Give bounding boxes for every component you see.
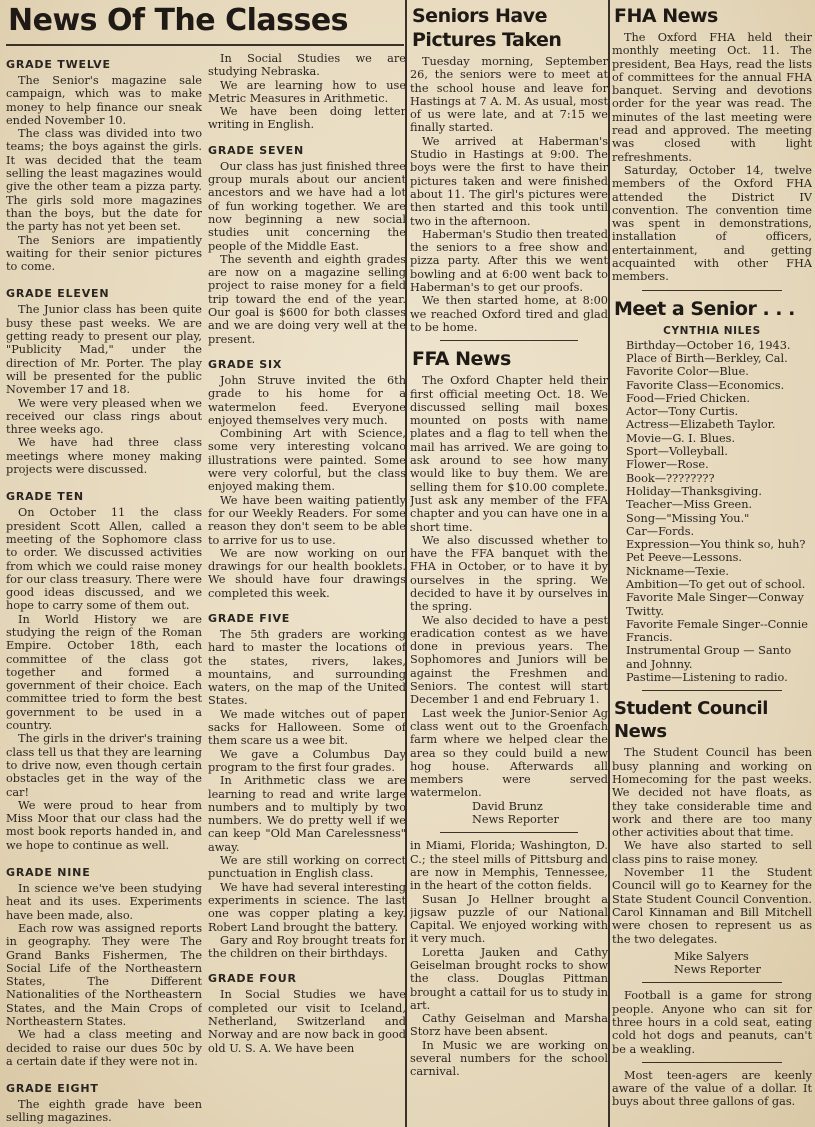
paragraph: We also discussed whether to have the FFA banquet with the FHA in October, or to have it by ourselves in the spring. We decided to have it by ourselves in the spring. (410, 533, 608, 614)
paragraph: Last week the Junior-Senior Ag class went out to the Groenfach farm where we helped clear the area so they could build a new hog house. Afterwards all members were served watermelon. (410, 706, 608, 800)
paragraph: In Social Studies we have completed our visit to Iceland, Netherland, Switzerland and Norway and are now back in good old U. S. A. We have been (208, 988, 406, 1055)
paragraph: in Miami, Florida; Washington, D. C.; the steel mills of Pittsburg and are now in Memphis, Tennessee, in the heart of the cotton fields. (410, 839, 608, 893)
grade-eleven-heading: GRADE ELEVEN (6, 287, 110, 301)
profile-line: Instrumental Group — Santo and Johnny. (626, 644, 792, 671)
paragraph: We then started home, at 8:00 we reached Oxford tired and glad to be home. (410, 294, 608, 334)
paragraph: Susan Jo Hellner brought a jigsaw puzzle of our National Capital. We enjoyed working with it very much. (410, 892, 608, 946)
grade-five-heading: GRADE FIVE (208, 611, 291, 625)
fha-news-article (612, 4, 812, 284)
filler-paragraph: Football is a game for strong people. Anyone who can sit for three hours in a cold seat, eating cold hot dogs and peanuts, can't be a weakling. (612, 989, 812, 1056)
paragraph: In Arithmetic class we are learning to read and write large numbers and to multiply by two numbers. We do pretty well if we can keep "Old Man Carelessness" away. (208, 774, 406, 854)
grade-ten-heading: GRADE TEN (6, 490, 84, 504)
paragraph: In Social Studies we are studying Nebraska. (208, 52, 406, 79)
senior-name: CYNTHIA NILES (663, 324, 761, 337)
grade-seven-heading: GRADE SEVEN (208, 143, 304, 157)
divider (642, 982, 782, 983)
grade-six-heading: GRADE SIX (208, 357, 283, 371)
paragraph: In Music we are working on several numbers for the school carnival. (410, 1038, 608, 1079)
seniors-pictures-article (410, 4, 608, 334)
grade-seven-article (208, 144, 406, 346)
profile-line: Actress—Elizabeth Taylor. (626, 418, 776, 432)
paragraph: We arrived at Haberman's Studio in Hastings at 9:00. The boys were the first to have their pictures taken and were finished about 11. The girl's pictures were then started and this took until two in the afternoon. (410, 134, 608, 228)
paragraph: We were very pleased when we received our class rings about three weeks ago. (6, 396, 202, 437)
reporter-title: News Reporter (472, 813, 559, 827)
paragraph: The Student Council has been busy planning and working on Homecoming for the past weeks. We decided not have floats, as they take considerable time and work and there are too many other activities about that time. (612, 746, 812, 840)
page-banner: News Of The Classes (8, 3, 349, 38)
ffa-news-headline: FFA News (412, 348, 511, 371)
paragraph: Each row was assigned reports in geography. They were The Grand Banks Fishermen, The Social Life of the Northeastern States, The Different Nationalities of the Northeastern States, and the Main Crops of Northeastern States. (6, 921, 202, 1028)
profile-line: Book—???????? (626, 471, 715, 485)
senior-profile-list (612, 339, 812, 685)
paragraph: The class was divided into two teams; the boys against the girls. It was decided that the team selling the least magazines would give the other team a pizza party. The girls sold more magazines than the boys, but the date for the party has not yet been set. (6, 127, 202, 234)
column-3 (410, 0, 608, 1127)
grade-eleven-article (6, 287, 202, 476)
profile-line: Car—Fords. (626, 524, 695, 538)
paragraph: We are learning how to use Metric Measures in Arithmetic. (208, 78, 406, 105)
paragraph: We are now working on our drawings for our health booklets. We should have four drawings completed this week. (208, 546, 406, 600)
profile-line: Ambition—To get out of school. (626, 577, 806, 591)
profile-line: Favorite Color—Blue. (626, 365, 749, 379)
profile-line: Favorite Male Singer—Conway Twitty. (626, 591, 804, 618)
meet-a-senior-article (612, 297, 812, 685)
profile-line: Pet Peeve—Lessons. (626, 551, 742, 565)
paragraph: We were proud to hear from Miss Moor that our class had the most book reports handed in, and we hope to continue as well. (6, 798, 202, 852)
ffa-news-article (410, 347, 608, 826)
profile-line: Flower—Rose. (626, 458, 709, 472)
paragraph: In science we've been studying heat and its uses. Experiments have been made, also. (6, 882, 202, 922)
paragraph: We have also started to sell class pins to raise money. (612, 839, 812, 866)
column-rule (608, 0, 610, 1127)
paragraph: Saturday, October 14, twelve members of the Oxford FHA attended the District IV convention. The convention time was spent in demonstrations, installation of officers, entertainment, and getting acquainted with other FHA members. (612, 163, 812, 284)
grade-four-heading: GRADE FOUR (208, 972, 297, 986)
paragraph: We have had several interesting experiments in science. The last one was copper plating a key. Robert Land brought the battery. (208, 880, 406, 934)
paragraph: Tuesday morning, September 26, the seniors were to meet at the school house and leave for Hastings at 7 A. M. As usual, most of us were late, and at 7:15 we finally started. (410, 55, 608, 135)
divider (642, 1062, 782, 1063)
paragraph: The 5th graders are working hard to master the locations of the states, rivers, lakes, mountains, and surrounding waters, on the map of the United States. (208, 627, 406, 708)
paragraph: On October 11 the class president Scott Allen, called a meeting of the Sophomore class to order. We discussed activities from which we could raise money for our class treasury. There were good ideas discussed, and we hope to carry some of them out. (6, 506, 202, 613)
grade-twelve-heading: GRADE TWELVE (6, 58, 111, 71)
grade-six-article (208, 358, 406, 600)
paragraph: The Senior's magazine sale campaign, which was to make money to help finance our sneak ended November 10. (6, 74, 202, 127)
paragraph: The Seniors are impatiently waiting for their senior pictures to come. (6, 233, 202, 274)
profile-line: Birthday—October 16, 1943. (626, 338, 791, 352)
student-council-headline: Student Council News (614, 698, 768, 743)
paragraph: November 11 the Student Council will go to Kearney for the State Student Council Convention. Carol Kinnaman and Bill Mitchell were chosen to represent us as the two delegates. (612, 866, 812, 946)
grade-eight-heading: GRADE EIGHT (6, 1082, 99, 1096)
paragraph: We have had three class meetings where money making projects were discussed. (6, 436, 202, 477)
paragraph: Haberman's Studio then treated the seniors to a free show and pizza party. After this we went bowling and at 6:00 went back to Haberman's to get our proofs. (410, 227, 608, 295)
paragraph: We have been waiting patiently for our Weekly Readers. For some reason they don't seem to be able to arrive for us to use. (208, 493, 406, 547)
profile-line: Pastime—Listening to radio. (626, 671, 788, 685)
banner-rule (6, 44, 404, 46)
grade-four-article-cont (410, 839, 608, 1078)
fha-news-headline: FHA News (614, 5, 718, 27)
grade-eight-article-cont (208, 52, 406, 132)
column-2 (208, 52, 406, 1127)
paragraph: Gary and Roy brought treats for the children on their birthdays. (208, 933, 406, 961)
paragraph: Cathy Geiselman and Marsha Storz have been absent. (410, 1012, 608, 1039)
grade-nine-heading: GRADE NINE (6, 866, 91, 880)
divider (642, 290, 782, 291)
profile-line: Place of Birth—Berkley, Cal. (626, 351, 788, 365)
grade-eight-article-start (6, 1082, 202, 1125)
column-1 (6, 50, 202, 1127)
student-council-article (612, 697, 812, 976)
paragraph: We had a class meeting and decided to raise our dues 50c by a certain date if they were not in. (6, 1028, 202, 1068)
paragraph: Our class has just finished three group murals about our ancient ancestors and we have had a lot of fun working together. We are now beginning a new social studies unit concerning the people of the Middle East. (208, 159, 406, 253)
paragraph: The girls in the driver's training class tell us that they are learning to drive now, even though certain obstacles get in the way of the car! (6, 732, 202, 799)
column-4 (612, 0, 812, 1127)
grade-nine-article (6, 866, 202, 1068)
profile-line: Actor—Tony Curtis. (626, 405, 739, 419)
profile-line: Song—"Missing You." (626, 511, 750, 525)
paragraph: We made witches out of paper sacks for Halloween. Some of them scare us a wee bit. (208, 707, 406, 748)
profile-line: Movie—G. I. Blues. (626, 431, 736, 445)
filler-paragraph: Most teen-agers are keenly aware of the value of a dollar. It buys about three gallons of gas. (612, 1068, 812, 1109)
paragraph: Loretta Jauken and Cathy Geiselman brought rocks to show the class. Douglas Pittman brought a cattail for us to study in art. (410, 945, 608, 1012)
paragraph: The eighth grade have been selling magazines. (6, 1098, 202, 1125)
paragraph: The Oxford FHA held their monthly meeting Oct. 11. The president, Bea Hays, read the lists of committees for the annual FHA banquet. Serving and devotions order for the year was read. The minutes of the last meeting were read and approved. The meeting was closed with light refreshments. (612, 31, 812, 164)
paragraph: The seventh and eighth grades are now on a magazine selling project to raise money for a field trip toward the end of the year. Our goal is $600 for both classes and we are doing very well at the present. (208, 252, 406, 346)
grade-five-article (208, 612, 406, 960)
divider (440, 832, 578, 833)
seniors-pictures-headline: Seniors Have Pictures Taken (412, 5, 562, 51)
meet-a-senior-headline: Meet a Senior . . . (614, 297, 795, 320)
divider (642, 690, 782, 691)
profile-line: Sport—Volleyball. (626, 445, 729, 459)
profile-line: Favorite Female Singer--Connie Francis. (626, 617, 808, 645)
profile-line: Nickname—Texie. (626, 564, 729, 578)
paragraph: John Struve invited the 6th grade to his home for a watermelon feed. Everyone enjoyed themselves very much. (208, 373, 406, 427)
paragraph: We have been doing letter writing in English. (208, 105, 406, 132)
profile-line: Expression—You think so, huh? (626, 538, 806, 552)
paragraph: We gave a Columbus Day program to the first four grades. (208, 747, 406, 774)
paragraph: The Oxford Chapter held their first official meeting Oct. 18. We discussed selling mail boxes mounted on posts with name plates and a flag to tell when the mail has arrived. We are going to ask around to see how many would like to buy them. We are selling them for $10.00 complete. Just ask any member of the FFA chapter and you can have one in a short time. (410, 374, 608, 534)
profile-line: Teacher—Miss Green. (626, 498, 753, 512)
reporter-name: Mike Salyers (674, 949, 749, 963)
grade-ten-article (6, 490, 202, 852)
paragraph: In World History we are studying the reign of the Roman Empire. October 18th, each committee of the class got together and formed a government of their choice. Each committee tried to form the best government to be used in a country. (6, 612, 202, 733)
paragraph: Combining Art with Science, some very interesting volcano illustrations were painted. Some were very colorful, but the class enjoyed making them. (208, 427, 406, 494)
profile-line: Favorite Class—Economics. (626, 378, 785, 392)
paragraph: The Junior class has been quite busy these past weeks. We are getting ready to present our play, "Publicity Mad," under the direction of Mr. Porter. The play will be presented for the public November 17 and 18. (6, 303, 202, 397)
reporter-name: David Brunz (472, 799, 543, 813)
grade-four-article (208, 972, 406, 1054)
paragraph: We are still working on correct punctuation in English class. (208, 854, 406, 881)
divider (440, 340, 578, 341)
reporter-title: News Reporter (674, 963, 761, 977)
grade-twelve-article (6, 58, 202, 273)
profile-line: Food—Fried Chicken. (626, 391, 750, 405)
profile-line: Holiday—Thanksgiving. (626, 484, 762, 498)
paragraph: We also decided to have a pest eradication contest as we have done in previous years. The Sophomores and Juniors will be against the Freshmen and Seniors. The contest will start December 1 and end February 1. (410, 613, 608, 707)
